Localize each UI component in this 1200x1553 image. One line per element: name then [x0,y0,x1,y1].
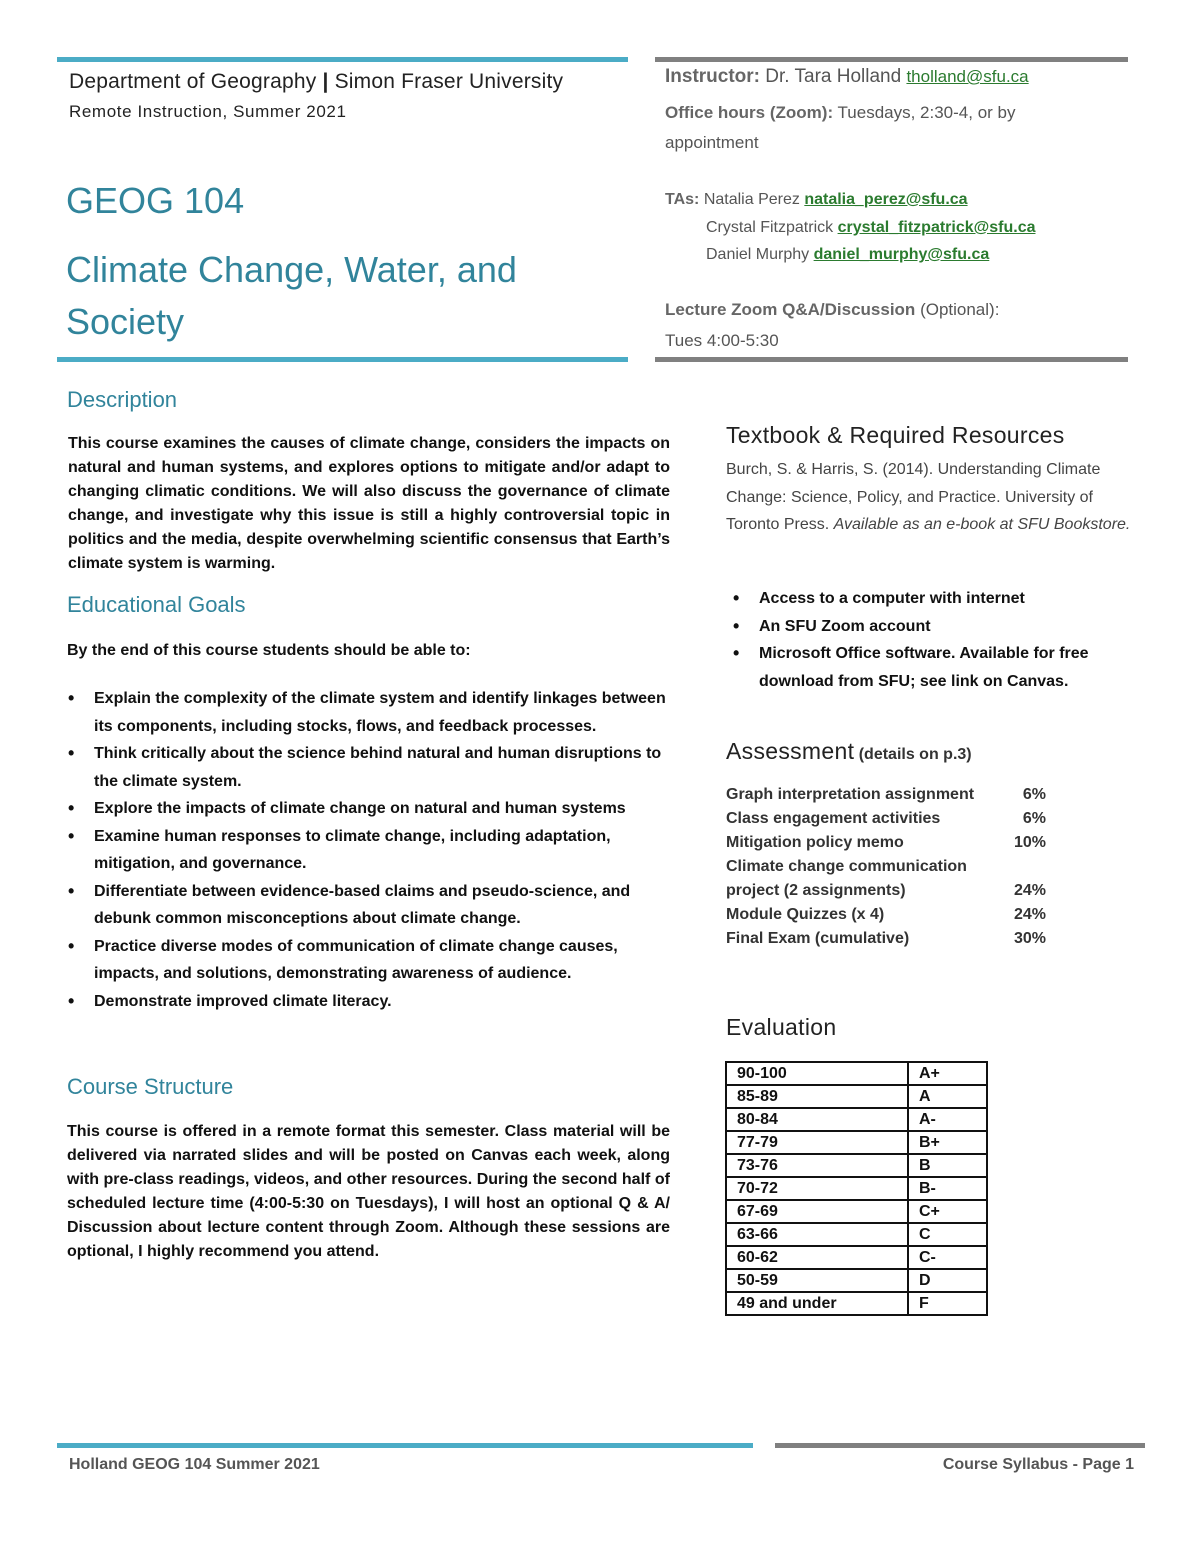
ta-line-2 [706,219,1035,237]
grade-range: 77-79 [726,1131,908,1154]
table-row [726,1062,987,1085]
assessment-weight: 24% [1013,906,1046,923]
table-row [726,855,1046,879]
grade-range: 63-66 [726,1223,908,1246]
lecture-zoom-optional: (Optional): [920,300,1000,319]
description-text: This course examines the causes of climate change, considers the impacts on natural and human systems, and explores options to mitigate and/or adapt to changing climatic conditions. We will also discuss the governance of climate change, and investigate why this issue is still a highly controversial topic in politics and the media, despite overwhelming scientific consensus that Earth’s climate system is warming. [68,435,670,572]
footer-left: Holland GEOG 104 Summer 2021 [69,1456,320,1473]
grade-range: 60-62 [726,1246,908,1269]
instructor-label: Instructor: [665,66,760,87]
office-hours [665,98,1085,158]
table-row [726,1200,987,1223]
footer-rule-right [775,1443,1145,1448]
table-row [726,1154,987,1177]
structure-text: This course is offered in a remote format this semester. Class material will be delivered via narrated slides and will be posted on Canvas each week, along with pre-class readings, videos, and other resources. During the second half of scheduled lecture time (4:00-5:30 on Tuesdays), I will host an optional Q & A/ Discussion about lecture content through Zoom. Although these sessions are optional, I highly recommend you attend. [67,1123,670,1260]
table-row [726,1108,987,1131]
list-item: • Explain the complexity of the climate system and identify linkages between its components, including stocks, flows, and feedback processes. [66,685,676,740]
assessment-weight: 30% [1013,930,1046,947]
goals-list [66,685,676,1015]
ta-name: Daniel Murphy [706,246,810,263]
list-item: • Access to a computer with internet [731,585,1131,613]
ta-email-link[interactable]: natalia_perez@sfu.ca [804,191,968,208]
letter-grade: C+ [908,1200,987,1223]
list-item: • Examine human responses to climate change, including adaptation, mitigation, and governance. [66,823,676,878]
letter-grade: F [908,1292,987,1315]
ta-line-1 [665,191,968,209]
assessment-table [726,783,1046,951]
goals-intro: By the end of this course students should be able to: [67,642,471,659]
table-row [726,1246,987,1269]
grade-range: 50-59 [726,1269,908,1292]
grade-range: 85-89 [726,1085,908,1108]
table-row [726,831,1046,855]
textbook-heading: Textbook & Required Resources [726,422,1065,448]
university-name: Simon Fraser University [334,70,564,93]
evaluation-heading: Evaluation [726,1014,837,1040]
letter-grade: C [908,1223,987,1246]
ta-email-link[interactable]: crystal_fitzpatrick@sfu.ca [837,219,1036,236]
table-row [726,927,1046,951]
ta-line-3 [706,246,989,264]
assessment-heading: Assessment [726,738,855,764]
table-row [726,879,1046,903]
table-row [726,1269,987,1292]
instructor-line [665,66,1029,88]
assessment-heading-line [726,738,972,765]
department-line [69,70,563,94]
assessment-weight [1009,855,1046,879]
letter-grade: C- [908,1246,987,1269]
grade-range: 67-69 [726,1200,908,1223]
assessment-item: Graph interpretation assignment [726,786,975,803]
letter-grade: D [908,1269,987,1292]
assessment-item: Final Exam (cumulative) [726,930,910,947]
course-title: Climate Change, Water, and Society [66,249,517,342]
letter-grade: B+ [908,1131,987,1154]
evaluation-table [725,1061,988,1316]
footer-page: Course Syllabus - Page 1 [942,1456,1134,1473]
assessment-weight: 24% [1013,882,1046,899]
assessment-weight: 6% [1022,810,1046,827]
header-rule-right-bottom [655,357,1128,362]
availability-text: Available as an e-book at SFU Bookstore. [833,516,1131,533]
table-row [726,807,1046,831]
letter-grade: A- [908,1108,987,1131]
list-item: • An SFU Zoom account [731,613,1131,641]
ta-name: Crystal Fitzpatrick [706,219,834,236]
table-row [726,783,1046,807]
assessment-weight: 10% [1013,834,1046,851]
table-row [726,1131,987,1154]
list-item: • Think critically about the science behind natural and human disruptions to the climate system. [66,740,676,795]
grade-range: 70-72 [726,1177,908,1200]
letter-grade: B [908,1154,987,1177]
assessment-item: Class engagement activities [726,810,941,827]
instructor-name: Dr. Tara Holland [765,66,902,87]
header-rule-left-top [57,57,628,62]
grade-range: 49 and under [726,1292,908,1315]
list-item: • Explore the impacts of climate change on natural and human systems [66,795,676,823]
letter-grade: B- [908,1177,987,1200]
ta-email-link[interactable]: daniel_murphy@sfu.ca [813,246,990,263]
course-code: GEOG 104 [66,180,245,221]
lecture-zoom-time: Tues 4:00-5:30 [665,331,779,350]
assessment-note: (details on p.3) [858,746,972,763]
list-item: • Microsoft Office software. Available for free download from SFU; see link on Canvas. [731,640,1131,695]
assessment-item: project (2 assignments) [726,882,906,899]
ta-name: Natalia Perez [703,191,800,208]
office-hours-label: Office hours (Zoom): [665,103,834,122]
resources-list [731,585,1131,695]
footer-rule-left [57,1443,753,1448]
lecture-zoom-label: Lecture Zoom Q&A/Discussion [665,300,916,319]
description-heading: Description [67,387,178,412]
letter-grade: A+ [908,1062,987,1085]
assessment-item: Climate change communication [726,858,967,875]
assessment-weight: 6% [1022,786,1046,803]
textbook-citation [726,456,1136,539]
table-row [726,1223,987,1246]
assessment-item: Module Quizzes (x 4) [726,906,885,923]
term-line: Remote Instruction, Summer 2021 [69,102,347,121]
list-item: • Demonstrate improved climate literacy. [66,988,676,1016]
assessment-item: Mitigation policy memo [726,834,904,851]
grade-range: 80-84 [726,1108,908,1131]
table-row [726,1177,987,1200]
tas-label: TAs: [665,191,700,208]
table-row [726,903,1046,927]
header-rule-left-bottom [57,357,628,362]
grade-range: 73-76 [726,1154,908,1177]
list-item: • Practice diverse modes of communication of climate change causes, impacts, and solutions, demonstrating awareness of audience. [66,933,676,988]
grade-range: 90-100 [726,1062,908,1085]
structure-heading: Course Structure [67,1074,234,1099]
department-name: Department of Geography [69,70,317,93]
header-rule-right-top [655,57,1128,62]
citation-text: Burch, S. & Harris, S. (2014). Understanding Climate Change: Science, Policy, and Practice. University of Toronto Press. [726,461,1101,533]
list-item: • Differentiate between evidence-based claims and pseudo-science, and debunk common misconceptions about climate change. [66,878,676,933]
header-separator: | [322,70,329,93]
lecture-zoom-line [665,300,999,320]
letter-grade: A [908,1085,987,1108]
table-row [726,1292,987,1315]
goals-heading: Educational Goals [67,592,246,617]
table-row [726,1085,987,1108]
instructor-email-link[interactable]: tholland@sfu.ca [906,67,1029,86]
office-hours-value: Tuesdays, 2:30-4, or by appointment [665,103,1016,152]
